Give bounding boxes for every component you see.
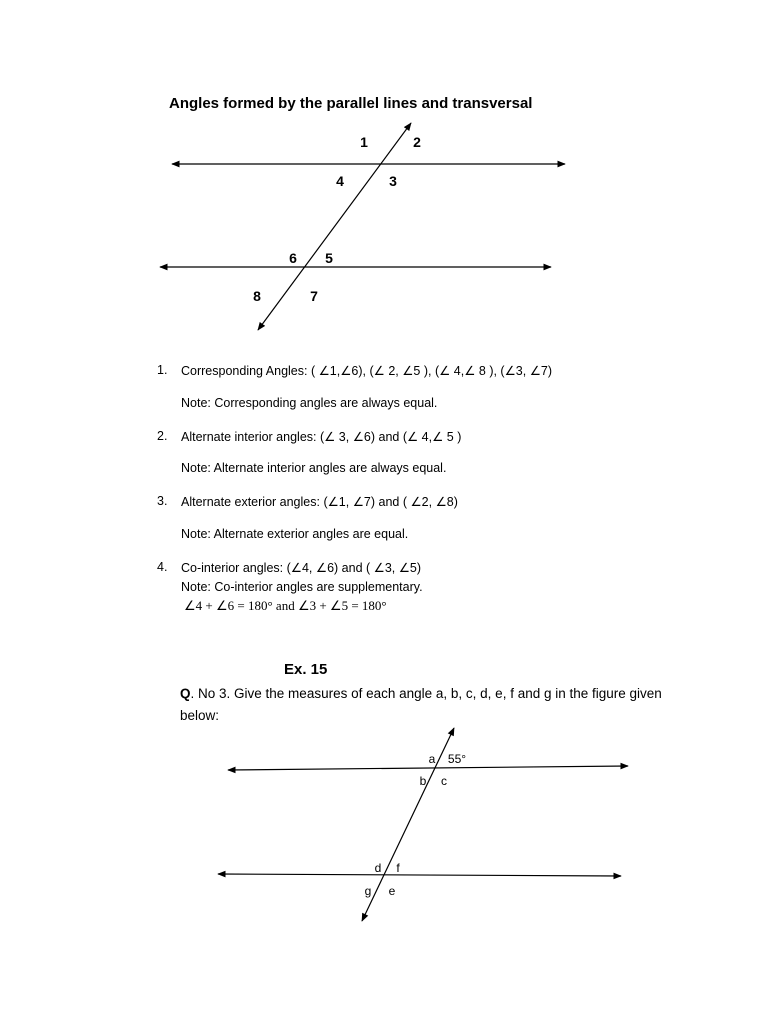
ex-angle-label-f: f [396, 861, 400, 875]
angle-label-3: 3 [389, 173, 397, 189]
question-prefix: Q [180, 686, 191, 701]
list-item-text: Alternate interior angles: (∠ 3, ∠6) and (∠ 4,∠ 5 ) [181, 430, 462, 444]
list-item-text: Alternate exterior angles: (∠1, ∠7) and ( ∠2, ∠8) [181, 495, 458, 509]
angle-label-1: 1 [360, 134, 368, 150]
ex-angle-label-d: d [374, 861, 382, 875]
angle-label-2: 2 [413, 134, 421, 150]
ex-angle-label-b: b [419, 774, 427, 788]
exercise-figure [218, 728, 628, 921]
angle-label-8: 8 [253, 288, 261, 304]
list-item-number: 4. [157, 560, 168, 574]
list-item-number: 1. [157, 363, 168, 377]
ex-angle-label-e: e [388, 884, 396, 898]
ex-angle-label-55: 55° [447, 752, 467, 766]
angle-label-7: 7 [310, 288, 318, 304]
exercise-question [180, 686, 662, 701]
ex-parallel-line-bottom [218, 874, 621, 876]
ex-angle-label-g: g [364, 884, 372, 898]
question-line-2: below: [180, 708, 220, 723]
exercise-heading: Ex. 15 [284, 661, 328, 678]
ex-parallel-line-top [228, 766, 628, 770]
list-item-number: 3. [157, 494, 168, 508]
transversal-line [258, 123, 411, 330]
angle-label-6: 6 [289, 250, 297, 266]
list-item-note: Note: Corresponding angles are always equal. [181, 396, 438, 410]
question-line-1: . No 3. Give the measures of each angle a, b, c, d, e, f and g in the figure given [190, 686, 662, 701]
list-item-equation: ∠4 + ∠6 = 180° and ∠3 + ∠5 = 180° [184, 598, 387, 613]
angle-label-4: 4 [336, 173, 344, 189]
list-item-note: Note: Co-interior angles are supplementary. [181, 580, 423, 594]
list-item-text: Co-interior angles: (∠4, ∠6) and ( ∠3, ∠5) [181, 561, 422, 575]
list-item-note: Note: Alternate exterior angles are equal. [181, 527, 409, 541]
list-item-text: Corresponding Angles: ( ∠1,∠6), (∠ 2, ∠5 ), (∠ 4,∠ 8 ), (∠3, ∠7) [181, 364, 553, 378]
page-title: Angles formed by the parallel lines and transversal [169, 95, 533, 112]
ex-angle-label-c: c [441, 774, 447, 788]
ex-angle-label-a: a [428, 752, 436, 766]
list-item-note: Note: Alternate interior angles are always equal. [181, 461, 447, 475]
ex-transversal-line [362, 728, 454, 921]
list-item-number: 2. [157, 429, 168, 443]
angle-label-5: 5 [325, 250, 333, 266]
